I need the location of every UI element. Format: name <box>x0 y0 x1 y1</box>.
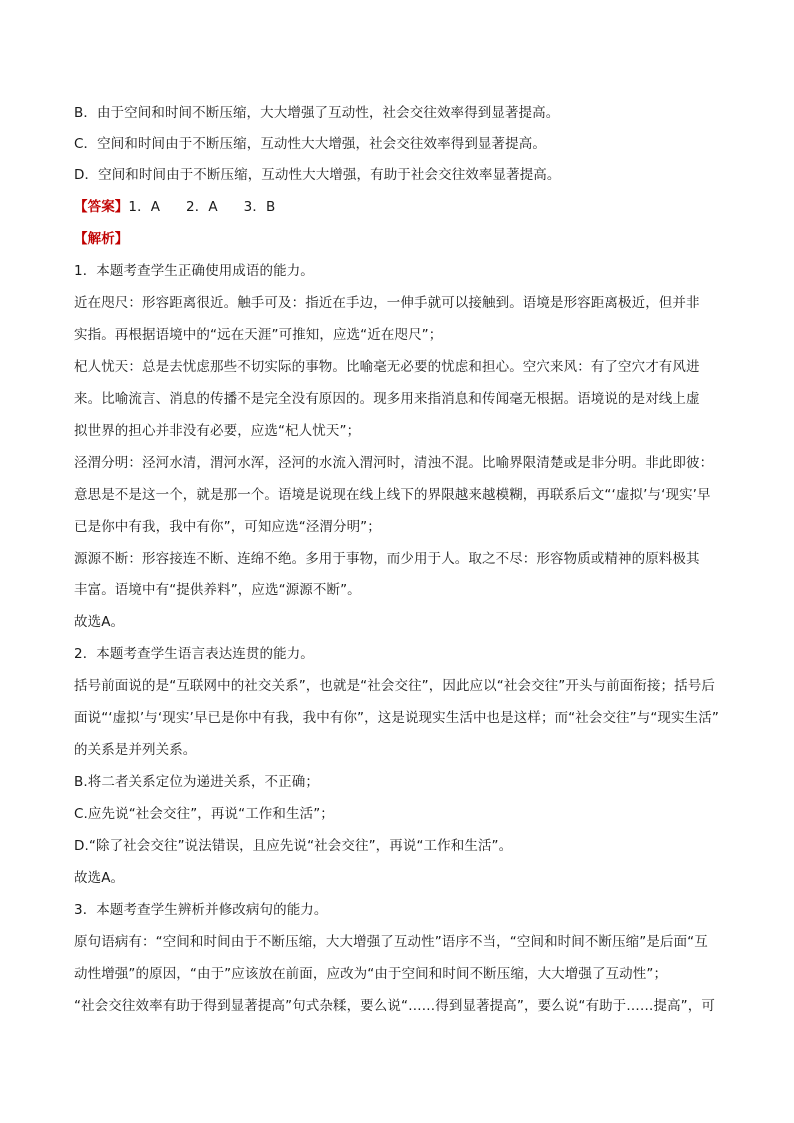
option-d: D．空间和时间由于不断压缩，互动性大大增强，有助于社会交往效率显著提高。 <box>74 167 561 183</box>
analysis-line: C.应先说“社会交往”，再说“工作和生活”； <box>74 806 334 822</box>
analysis-line: 1．本题考查学生正确使用成语的能力。 <box>74 263 314 279</box>
analysis-line: 故选A。 <box>74 870 125 886</box>
option-c: C．空间和时间由于不断压缩，互动性大大增强，社会交往效率得到显著提高。 <box>74 136 546 152</box>
analysis-line: 杞人忧天：总是去忧虑那些不切实际的事物。比喻毫无必要的忧虑和担心。空穴来风：有了空穴才有风进 <box>74 359 700 375</box>
analysis-line: 来。比喻流言、消息的传播不是完全没有原因的。现多用来指消息和传闻毫无根据。语境说的是对线上虚 <box>74 391 700 407</box>
answer-line <box>74 198 734 216</box>
analysis-line: 源源不断：形容接连不断、连绵不绝。多用于事物，而少用于人。取之不尽：形容物质或精神的原料极其 <box>74 551 700 567</box>
analysis-line: 已是你中有我，我中有你”，可知应选“泾渭分明”； <box>74 519 381 535</box>
answer-3: 3．B <box>243 199 276 215</box>
option-b: B．由于空间和时间不断压缩，大大增强了互动性，社会交往效率得到显著提高。 <box>74 105 560 121</box>
answer-2: 2．A <box>186 199 218 215</box>
analysis-label: 【解析】 <box>74 231 129 247</box>
analysis-line: 2．本题考查学生语言表达连贯的能力。 <box>74 646 314 662</box>
analysis-line: 近在咫尺：形容距离很近。触手可及：指近在手边，一伸手就可以接触到。语境是形容距离极近，但并非 <box>74 295 700 311</box>
analysis-line: 3．本题考查学生辨析并修改病句的能力。 <box>74 902 328 918</box>
analysis-line: 括号前面说的是“互联网中的社交关系”，也就是“社会交往”，因此应以“社会交往”开头与前面衔接；括号后 <box>74 678 715 694</box>
analysis-line: 动性增强”的原因，“由于”应该放在前面，应改为“由于空间和时间不断压缩，大大增强了互动性”； <box>74 966 668 982</box>
analysis-line: 拟世界的担心并非没有必要，应选“杞人忧天”； <box>74 423 361 439</box>
analysis-line: 丰富。语境中有“提供养料”，应选“源源不断”。 <box>74 582 361 598</box>
answer-1: 1．A <box>128 199 161 215</box>
answer-label: 【答案】 <box>74 199 129 215</box>
analysis-line: 泾渭分明：泾河水清，渭河水浑，泾河的水流入渭河时，清浊不混。比喻界限清楚或是非分明。非此即彼： <box>74 455 714 471</box>
analysis-line: B.将二者关系定位为递进关系，不正确； <box>74 774 319 790</box>
analysis-line: 故选A。 <box>74 614 125 630</box>
analysis-line: 原句语病有：“空间和时间由于不断压缩，大大增强了互动性”语序不当，“空间和时间不断压缩”是后面“互 <box>74 934 708 950</box>
analysis-line: “社会交往效率有助于得到显著提高”句式杂糅，要么说“……得到显著提高”，要么说“有助于……提高”，可 <box>74 998 715 1014</box>
analysis-line: 的关系是并列关系。 <box>74 742 197 758</box>
analysis-line: D.“除了社会交往”说法错误，且应先说“社会交往”，再说“工作和生活”。 <box>74 838 513 854</box>
analysis-line: 面说“‘虚拟’与‘现实’早已是你中有我，我中有你”，这是说现实生活中也是这样；而“社会交往”与“现实生活” <box>74 710 719 726</box>
analysis-line: 意思是不是这一个，就是那一个。语境是说现在线上线下的界限越来越模糊，再联系后文“‘虚拟’与‘现实’早 <box>74 487 711 503</box>
analysis-line: 实指。再根据语境中的“远在天涯”可推知，应选“近在咫尺”； <box>74 327 443 343</box>
